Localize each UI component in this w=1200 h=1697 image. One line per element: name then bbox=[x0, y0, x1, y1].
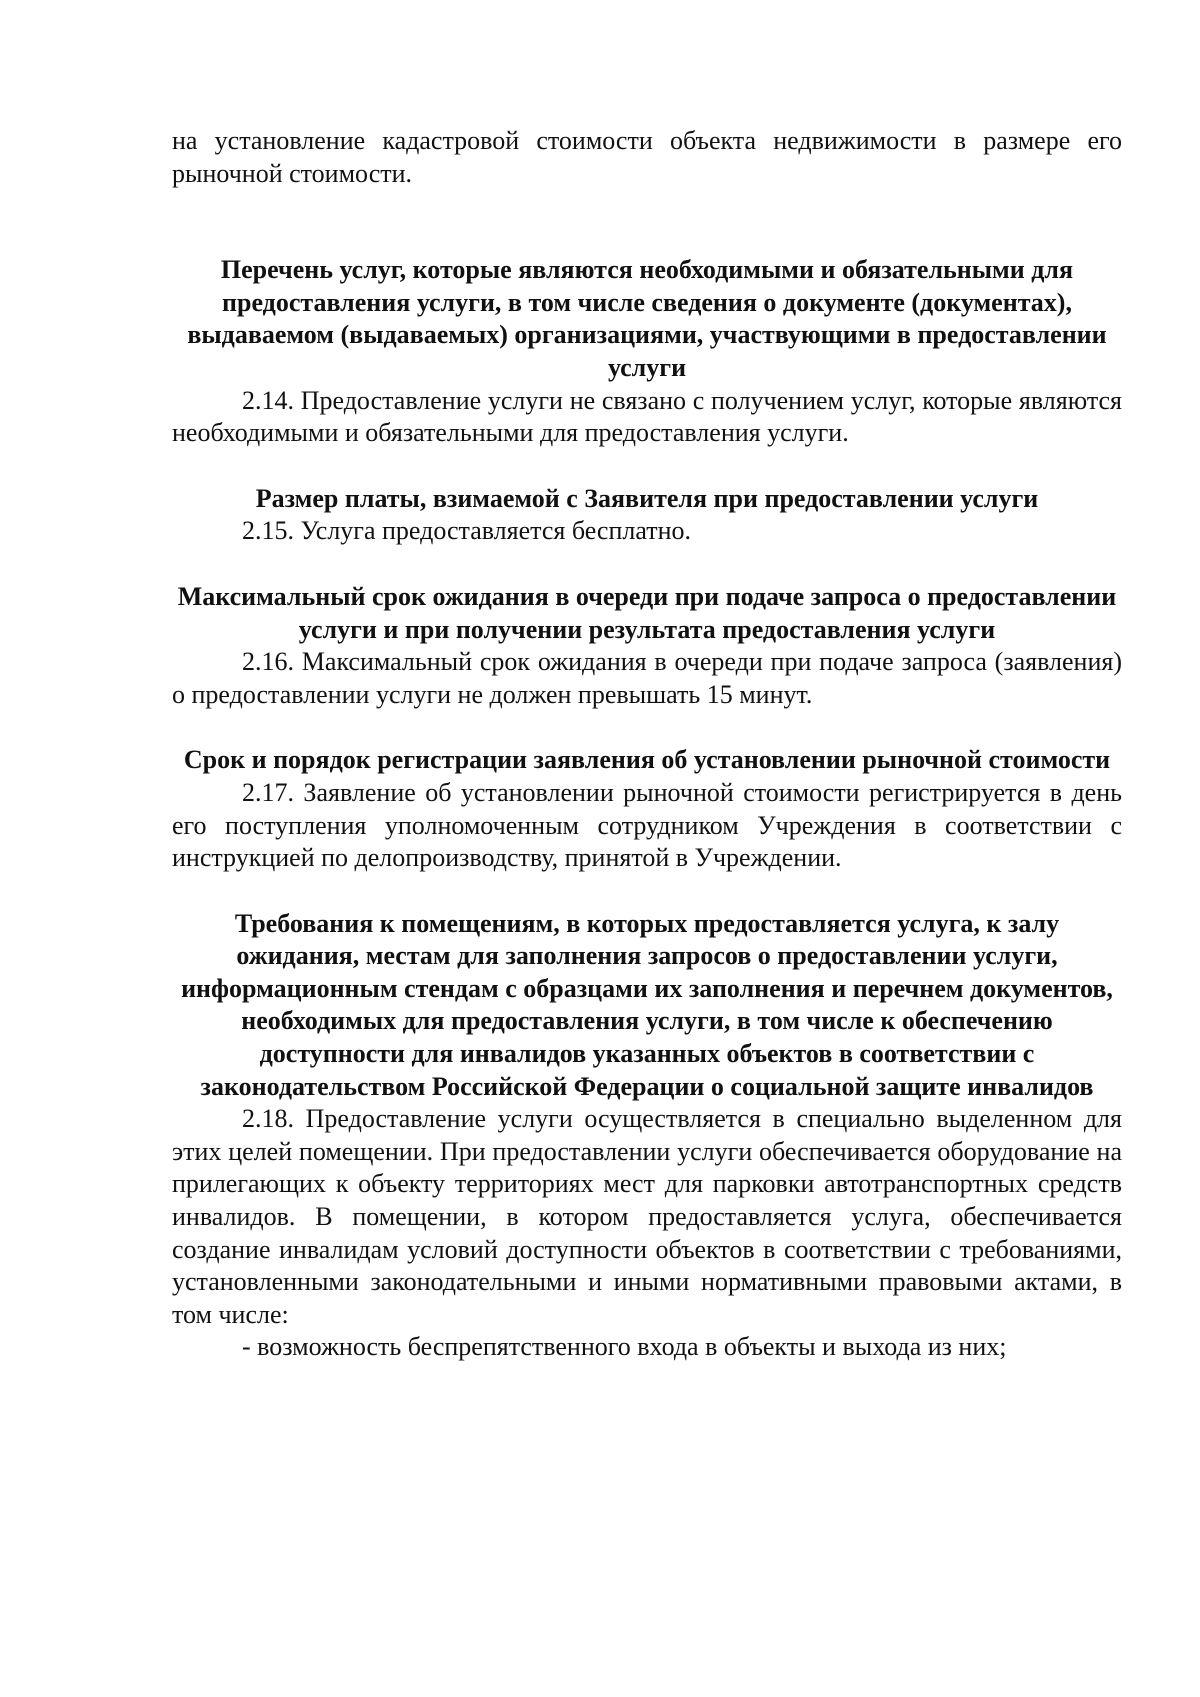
paragraph-2-15: 2.15. Услуга предоставляется бесплатно. bbox=[242, 516, 691, 546]
section-heading: Максимальный срок ожидания в очереди при подаче запроса о предоставлении услуги и при получении результата предоставления услуги bbox=[177, 581, 1117, 644]
section-required-services bbox=[172, 254, 1122, 450]
spacer bbox=[172, 190, 1122, 254]
document-page bbox=[172, 125, 1122, 1364]
section-heading: Требования к помещениям, в которых предоставляется услуга, к залу ожидания, местам для заполнения запросов о предоставлении услуги, информационным стендам с образцами их заполнения и перечнем документов, необходимых для предоставления услуги, в том числе к обеспечению доступности для инвалидов указанных объектов в соответствии с законодательством Российской Федерации о социальной защите инвалидов bbox=[181, 908, 1113, 1101]
paragraph-2-17: 2.17. Заявление об установлении рыночной стоимости регистрируется в день его поступления уполномоченным сотрудником Учреждения в соответствии с инструкцией по делопроизводству, принятой в Учреждении. bbox=[172, 777, 1122, 873]
paragraph-2-14: 2.14. Предоставление услуги не связано с получением услуг, которые являются необходимыми и обязательными для предоставления услуги. bbox=[172, 385, 1122, 448]
paragraph-2-16: 2.16. Максимальный срок ожидания в очереди при подаче запроса (заявления) о предоставлении услуги не должен превышать 15 минут. bbox=[172, 647, 1122, 709]
spacer bbox=[172, 875, 1122, 908]
section-heading: Срок и порядок регистрации заявления об установлении рыночной стоимости bbox=[183, 745, 1111, 775]
spacer bbox=[172, 450, 1122, 483]
section-premises-requirements bbox=[172, 908, 1122, 1364]
section-heading: Размер платы, взимаемой с Заявителя при предоставлении услуги bbox=[255, 483, 1039, 513]
intro-paragraph: на установление кадастровой стоимости объекта недвижимости в размере его рыночной стоимости. bbox=[172, 126, 1122, 188]
section-waiting-time bbox=[172, 581, 1122, 711]
section-registration bbox=[172, 744, 1122, 874]
spacer bbox=[172, 711, 1122, 744]
spacer bbox=[172, 548, 1122, 581]
section-fee bbox=[172, 483, 1122, 548]
paragraph-2-18: 2.18. Предоставление услуги осуществляется в специально выделенном для этих целей помещении. При предоставлении услуги обеспечивается оборудование на прилегающих к объекту территориях мест для парковки автотранспортных средств инвалидов. В помещении, в котором предоставляется услуга, обеспечивается создание инвалидам условий доступности объектов в соответствии с требованиями, установленными законодательными и иными нормативными правовыми актами, в том числе: bbox=[172, 1104, 1122, 1329]
list-item: - возможность беспрепятственного входа в объекты и выхода из них; bbox=[242, 1332, 1007, 1362]
section-heading: Перечень услуг, которые являются необходимыми и обязательными для предоставления услуги, в том числе сведения о документе (документах), выдаваемом (выдаваемых) организациями, участвующими в предоставлении услуги bbox=[187, 255, 1107, 382]
